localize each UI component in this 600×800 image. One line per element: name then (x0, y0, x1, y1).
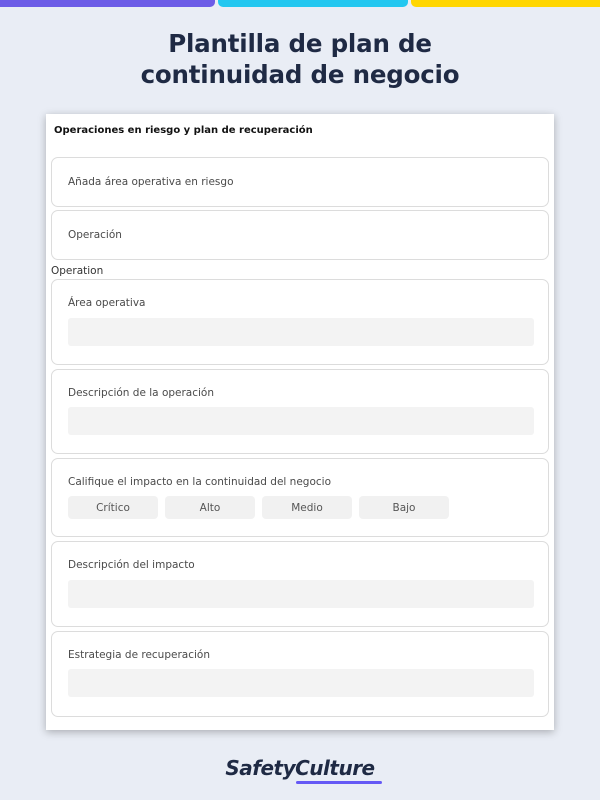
top-color-bar (0, 0, 600, 7)
section-title: Operaciones en riesgo y plan de recuperación (54, 125, 313, 136)
template-sheet (46, 114, 554, 730)
page-title-line-1: Plantilla de plan de (168, 29, 432, 58)
operation-card[interactable] (51, 210, 549, 260)
impact-description-label: Descripción del impacto (68, 559, 195, 571)
operation-description-card (51, 369, 549, 454)
area-field-label: Área operativa (68, 297, 146, 309)
impact-rating-label: Califique el impacto en la continuidad del negocio (68, 476, 331, 488)
area-field-card (51, 279, 549, 365)
operation-group-label: Operation (51, 265, 104, 277)
area-input[interactable] (68, 318, 534, 346)
page-title-line-2: continuidad de negocio (140, 60, 460, 89)
operation-description-label: Descripción de la operación (68, 387, 215, 399)
operation-label: Operación (68, 229, 122, 241)
recovery-strategy-label: Estrategia de recuperación (68, 649, 210, 661)
operation-description-input[interactable] (68, 407, 534, 435)
logo-underline (296, 781, 382, 784)
rating-option-alto[interactable]: Alto (165, 496, 255, 519)
top-bar-purple-segment (0, 0, 215, 7)
add-area-label: Añada área operativa en riesgo (68, 176, 234, 188)
recovery-strategy-card (51, 631, 549, 717)
rating-option-bajo[interactable]: Bajo (359, 496, 449, 519)
impact-rating-options (68, 496, 449, 519)
add-area-card[interactable] (51, 157, 549, 207)
impact-description-card (51, 541, 549, 627)
rating-option-medio[interactable]: Medio (262, 496, 352, 519)
page-title (0, 28, 600, 90)
top-bar-yellow-segment (411, 0, 600, 7)
rating-option-critico[interactable]: Crítico (68, 496, 158, 519)
impact-description-input[interactable] (68, 580, 534, 608)
recovery-strategy-input[interactable] (68, 669, 534, 697)
safetyculture-logo: SafetyCulture (225, 756, 375, 780)
top-bar-cyan-segment (218, 0, 408, 7)
impact-rating-card (51, 458, 549, 537)
